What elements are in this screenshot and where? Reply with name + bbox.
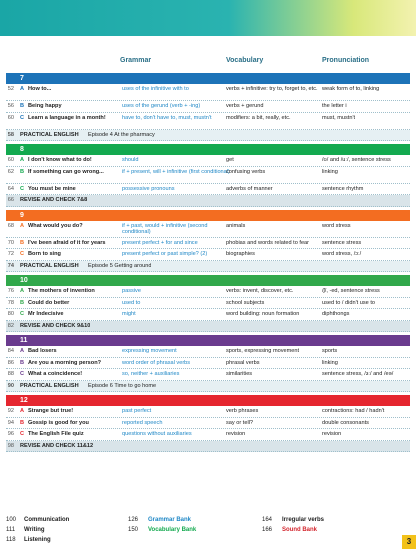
lesson-vocabulary: phrasal verbs: [226, 359, 260, 366]
practical-english-page: 90: [7, 382, 14, 389]
lesson-pronunciation: word stress, /ɔː/: [322, 251, 362, 257]
lesson-page: 62: [7, 168, 14, 175]
footer-page: 126: [128, 517, 139, 523]
practical-english-label: PRACTICAL ENGLISH: [20, 262, 79, 269]
lesson-vocabulary: revision: [226, 431, 246, 437]
footer-page: 164: [262, 517, 273, 523]
lesson-row[interactable]: [6, 429, 410, 441]
lesson-pronunciation: /ʊ/ and /uː/, sentence stress: [322, 157, 391, 163]
lesson-pronunciation: contractions: had / hadn't: [322, 408, 385, 414]
footer-link-vocabulary-bank[interactable]: Vocabulary Bank: [148, 527, 197, 533]
lesson-title: Being happy: [28, 103, 62, 109]
lesson-row[interactable]: [6, 369, 410, 381]
footer-page: 100: [6, 517, 17, 523]
revise-and-check-page: 66: [7, 197, 14, 203]
lesson-row[interactable]: [6, 418, 410, 430]
practical-english-label: PRACTICAL ENGLISH: [20, 382, 79, 389]
practical-english-episode: Episode 4 At the pharmacy: [88, 131, 155, 138]
lesson-title: How to...: [28, 86, 52, 92]
lesson-title: What would you do?: [28, 222, 83, 229]
lesson-row[interactable]: [6, 184, 410, 196]
lesson-letter: C: [20, 185, 25, 192]
lesson-vocabulary: modifiers: a bit, really, etc.: [226, 114, 291, 121]
lesson-page: 68: [7, 222, 14, 229]
lesson-page: 56: [7, 103, 14, 109]
lesson-pronunciation: linking: [322, 168, 338, 175]
lesson-row[interactable]: [6, 358, 410, 370]
lesson-row[interactable]: [6, 84, 410, 101]
lesson-vocabulary: verbs + gerund: [226, 103, 264, 109]
lesson-page: 52: [7, 86, 14, 92]
lesson-pronunciation: revision: [322, 431, 342, 437]
lesson-grammar: might: [122, 311, 136, 317]
lesson-row[interactable]: [6, 286, 410, 298]
lesson-row[interactable]: [6, 221, 410, 238]
lesson-row[interactable]: [6, 309, 410, 321]
lesson-title: You must be mine: [28, 185, 76, 192]
lesson-pronunciation: /ʃ/, -ed, sentence stress: [322, 288, 380, 294]
lesson-page: 92: [7, 408, 14, 414]
lesson-row[interactable]: [6, 346, 410, 358]
lesson-grammar: if + past, would + infinitive (second conditional): [122, 222, 208, 235]
lesson-grammar: expressing movement: [122, 348, 177, 354]
lesson-letter: C: [20, 311, 25, 317]
practical-english-page: 74: [7, 262, 14, 269]
lesson-row[interactable]: [6, 238, 410, 250]
lesson-letter: C: [20, 431, 25, 437]
lesson-title: Learn a language in a month!: [28, 114, 106, 121]
lesson-vocabulary: adverbs of manner: [226, 185, 273, 192]
lesson-page: 78: [7, 299, 14, 306]
footer-link-writing[interactable]: Writing: [24, 527, 45, 533]
revise-and-check-label: REVISE AND CHECK 11&12: [20, 442, 94, 449]
lesson-letter: B: [20, 103, 25, 109]
lesson-page: 60: [7, 157, 14, 163]
lesson-title: The English File quiz: [28, 431, 84, 437]
practical-english-episode: Episode 5 Getting around: [88, 262, 152, 269]
footer-link-communication[interactable]: Communication: [24, 517, 70, 523]
unit-header: 10: [6, 275, 410, 286]
unit-header: 9: [6, 210, 410, 221]
lesson-title: If something can go wrong...: [28, 168, 104, 175]
revise-and-check-page: 82: [7, 322, 14, 329]
lesson-row[interactable]: [6, 155, 410, 167]
lesson-title: I've been afraid of it for years: [28, 239, 106, 246]
footer-link-sound-bank[interactable]: Sound Bank: [282, 527, 318, 533]
lesson-page: 80: [7, 311, 14, 317]
lesson-title: Gossip is good for you: [28, 419, 89, 426]
lesson-page: 64: [7, 185, 14, 192]
practical-english-label: PRACTICAL ENGLISH: [20, 131, 79, 138]
contents-table: [6, 70, 410, 452]
footer-link-listening[interactable]: Listening: [24, 537, 51, 543]
lesson-pronunciation: used to / didn't use to: [322, 299, 376, 306]
pronunciation-column-header: Pronunciation: [322, 57, 370, 64]
lesson-page: 94: [7, 419, 14, 426]
unit-header: 11: [6, 335, 410, 346]
unit-header: 7: [6, 73, 410, 84]
lesson-letter: C: [20, 114, 25, 121]
lesson-title: Bad losers: [28, 348, 57, 354]
lesson-vocabulary: verb phrases: [226, 408, 259, 414]
lesson-letter: B: [20, 359, 25, 366]
footer-page: 118: [6, 537, 16, 543]
lesson-page: 76: [7, 288, 14, 294]
lesson-grammar: questions without auxiliaries: [122, 431, 192, 437]
page-number: 3: [402, 535, 416, 549]
lesson-page: 72: [7, 251, 14, 257]
footer-page: 111: [6, 527, 16, 533]
lesson-pronunciation: sentence rhythm: [322, 185, 364, 192]
lesson-vocabulary: school subjects: [226, 299, 265, 306]
lesson-letter: A: [20, 222, 25, 229]
lesson-pronunciation: linking: [322, 359, 338, 366]
lesson-letter: B: [20, 168, 25, 175]
top-banner: [0, 0, 416, 36]
lesson-letter: A: [20, 86, 25, 92]
footer-page: 166: [262, 527, 273, 533]
lesson-title: Mr Indecisive: [28, 311, 64, 317]
lesson-row[interactable]: [6, 101, 410, 113]
practical-english-row[interactable]: [6, 261, 410, 273]
lesson-letter: C: [20, 371, 25, 377]
lesson-vocabulary: say or tell?: [226, 419, 254, 426]
lesson-pronunciation: weak form of to, linking: [322, 86, 380, 92]
lesson-pronunciation: must, mustn't: [322, 114, 356, 121]
lesson-grammar: have to, don't have to, must, mustn't: [122, 114, 212, 121]
lesson-pronunciation: double consonants: [322, 419, 369, 426]
lesson-title: The mothers of invention: [28, 288, 95, 294]
lesson-page: 60: [7, 114, 14, 121]
lesson-grammar: possessive pronouns: [122, 185, 175, 192]
lesson-grammar: word order of phrasal verbs: [122, 359, 191, 366]
lesson-title: Strange but true!: [28, 408, 74, 414]
lesson-vocabulary: biographies: [226, 251, 255, 257]
lesson-grammar: present perfect or past simple? (2): [122, 251, 208, 257]
lesson-page: 84: [7, 348, 14, 354]
lesson-letter: A: [20, 408, 25, 414]
lesson-vocabulary: similarities: [226, 371, 253, 377]
lesson-pronunciation: the letter i: [322, 103, 347, 109]
lesson-letter: B: [20, 299, 25, 306]
vocabulary-column-header: Vocabulary: [226, 57, 264, 64]
lesson-vocabulary: animals: [226, 222, 246, 229]
lesson-vocabulary: get: [226, 157, 234, 163]
unit-header: 8: [6, 144, 410, 155]
lesson-vocabulary: phobias and words related to fear: [226, 239, 310, 246]
footer-link-grammar-bank[interactable]: Grammar Bank: [148, 517, 192, 523]
lesson-letter: B: [20, 419, 25, 426]
lesson-grammar: should: [122, 157, 139, 163]
lesson-page: 96: [7, 431, 14, 437]
lesson-row[interactable]: [6, 167, 410, 184]
lesson-letter: B: [20, 239, 25, 246]
lesson-pronunciation: word stress: [322, 222, 351, 229]
practical-english-row[interactable]: [6, 130, 410, 142]
lesson-pronunciation: sentence stress: [322, 239, 362, 246]
practical-english-row[interactable]: [6, 381, 410, 393]
lesson-title: What a coincidence!: [28, 371, 83, 377]
lesson-letter: C: [20, 251, 25, 257]
lesson-grammar: so, neither + auxiliaries: [122, 371, 180, 377]
lesson-vocabulary: confusing verbs: [226, 168, 266, 175]
footer-link-irregular-verbs[interactable]: Irregular verbs: [282, 517, 325, 523]
lesson-letter: A: [20, 157, 25, 163]
lesson-title: I don't know what to do!: [28, 157, 92, 163]
lesson-row[interactable]: [6, 249, 410, 261]
lesson-page: 88: [7, 371, 14, 377]
revise-and-check-page: 98: [7, 442, 14, 449]
lesson-page: 86: [7, 359, 14, 366]
practical-english-page: 58: [7, 131, 14, 138]
lesson-vocabulary: word building: noun formation: [226, 311, 300, 317]
revise-and-check-row[interactable]: [6, 321, 410, 333]
lesson-pronunciation: sentence stress, /ɜː/ and /eə/: [322, 371, 394, 377]
lesson-grammar: passive: [122, 288, 141, 294]
footer-page: 150: [128, 527, 139, 533]
lesson-grammar: used to: [122, 299, 141, 306]
lesson-letter: A: [20, 288, 25, 294]
lesson-grammar: uses of the infinitive with to: [122, 86, 189, 92]
lesson-vocabulary: verbs + infinitive: try to, forget to, etc.: [226, 86, 318, 92]
practical-english-episode: Episode 6 Time to go home: [88, 382, 157, 389]
lesson-vocabulary: sports, expressing movement: [226, 348, 300, 354]
lesson-grammar: uses of the gerund (verb + -ing): [122, 103, 201, 109]
lesson-page: 70: [7, 239, 14, 246]
lesson-title: Are you a morning person?: [28, 359, 102, 366]
lesson-row[interactable]: [6, 406, 410, 418]
lesson-row[interactable]: [6, 298, 410, 310]
lesson-grammar: reported speech: [122, 419, 163, 426]
grammar-column-header: Grammar: [120, 57, 152, 64]
revise-and-check-row[interactable]: [6, 441, 410, 453]
lesson-title: Born to sing: [28, 251, 61, 257]
lesson-grammar: past perfect: [122, 408, 152, 414]
lesson-row[interactable]: [6, 113, 410, 130]
lesson-grammar: present perfect + for and since: [122, 239, 198, 246]
unit-header: 12: [6, 395, 410, 406]
revise-and-check-row[interactable]: [6, 195, 410, 207]
lesson-grammar: if + present, will + infinitive (first conditional): [122, 168, 230, 175]
lesson-vocabulary: verbs: invent, discover, etc.: [226, 288, 294, 294]
revise-and-check-label: REVISE AND CHECK 7&8: [20, 197, 88, 203]
lesson-pronunciation: diphthongs: [322, 311, 350, 317]
lesson-title: Could do better: [28, 299, 70, 306]
lesson-letter: A: [20, 348, 25, 354]
revise-and-check-label: REVISE AND CHECK 9&10: [20, 322, 91, 329]
lesson-pronunciation: sports: [322, 348, 338, 354]
